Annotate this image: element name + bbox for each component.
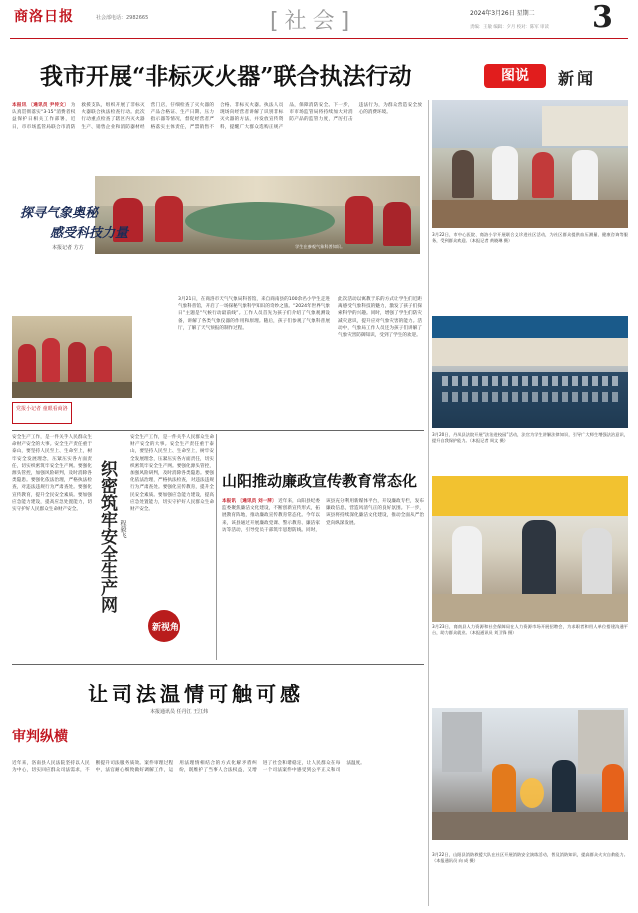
- sifa-headline: 让司法温情可触可感: [88, 682, 304, 706]
- sifa-body-text: 近年来，洛南县人民法院坚持以人民为中心，切实回应群众司法需求，不断提升司法服务质效。案件审理过程中，法官耐心细致做好调解工作，运用法理情相结合的方式化解矛盾纠纷，既维护了当事人合法权益，又增进了社会和谐稳定，让人民群众在每一个司法案件中感受到公平正义和司法温度。: [12, 761, 365, 774]
- qixiang-body1: 3月21日，在商洛市天气气象局科普馆，来自商南县的100余名小学生走进气象科普馆，开启了一场探秘气象科学知识的奇妙之旅。“2024年世界气象日”主题是“气候行动最前线”。工作人员首先为孩子们介绍了气象观测设备，讲解了各类气象仪器的作用和原理。随后，孩子们参观了气象科普展厅，了解了天气预报的制作过程。: [178, 297, 330, 331]
- anquan-author: 程毅飞: [119, 520, 126, 538]
- masthead: [0, 0, 638, 40]
- lianzheng-headline: 山阳推动廉政宣传教育常态化: [222, 472, 418, 490]
- qixiang-title-line2: 感受科技力量: [50, 226, 129, 241]
- tushuo-caption-4: 3月22日，山阳县消防救援大队在社区开展消防安全演练活动，普及消防知识，提高群众火灾自救能力。（本报通讯员 向 成 摄）: [432, 852, 628, 864]
- sifa-column-tag-text: 审判纵横: [12, 729, 68, 745]
- sifa-byline: 本报通讯员 任丹江 王江炜: [150, 709, 209, 715]
- issue-date: 2024年3月26日 星期二: [470, 10, 535, 17]
- anquan-vertical-title: 织密筑牢安全生产网: [97, 460, 117, 613]
- anquan-body-text-2: 安全生产工作，是一件关乎人民群众生命财产安全的大事。安全生产责任重于泰山，要坚持人民至上、生命至上，树牢安全发展理念，压紧压实各方面责任，切实织密筑牢安全生产网。要强化源头管控，加强风险研判，及时消除各类隐患。要强化依法治理，严格执法检查，对违法违规行为严肃查处。要强化宣传教育，提升全民安全素质。要加强应急能力建设，提高应急处置能力，切实守护好人民群众生命财产安全。: [130, 435, 214, 513]
- tushuo-tag: [484, 64, 546, 88]
- tushuo-photo-4: [432, 708, 628, 840]
- tushuo-tag-text: 图说: [501, 68, 529, 84]
- tushuo-logo: [484, 60, 624, 94]
- lianzheng-body: [222, 498, 424, 660]
- anquan-body-text: 安全生产工作，是一件关乎人民群众生命财产安全的大事。安全生产责任重于泰山，要坚持人民至上、生命至上，树牢安全发展理念，压紧压实各方面责任，切实织密筑牢安全生产网。要强化源头管控，加强风险研判，及时消除各类隐患。要强化依法治理，严格执法检查，对违法违规行为严肃查处。要强化宣传教育，提升全民安全素质。要加强应急能力建设，提高应急处置能力，切实守护好人民群众生命财产安全。: [12, 435, 92, 513]
- qixiang-body2: 此次活动以寓教于乐的方式让学生们近距离感受气象科技的魅力，激发了孩子们探索科学的兴趣。同时，增强了学生们防灾减灾意识，提升应对气象灾害的能力。活动中，气象局工作人员还为孩子们讲解了气象灾害防御知识，受到了学生的欢迎。: [338, 297, 422, 339]
- tushuo-tag2: 新闻: [558, 69, 597, 88]
- sifa-column-tag: [12, 726, 92, 756]
- qixiang-byline: 本报记者 方方: [52, 245, 84, 251]
- anquan-body-left: [12, 434, 92, 660]
- side-badge: [12, 402, 72, 424]
- divider-2: [12, 664, 424, 665]
- sifa-body: [12, 760, 424, 906]
- lianzheng-body-text: 近年来，山阳县纪委监委聚焦廉洁文化建设，不断创新宣传形式，拓展教育阵地，推动廉政宣传教育常态化。今年以来，该县通过开展廉政党课、警示教育、廉洁家访等活动，引导党员干部筑牢思想防线。同时，该县充分利用新媒体平台，开设廉政专栏，发布廉政信息，营造风清气正的良好氛围。下一步，该县将持续深化廉洁文化建设，推动全面从严治党向纵深发展。: [222, 499, 424, 533]
- qixiang-title-line1: 探寻气象奥秘: [20, 206, 99, 221]
- tushuo-caption-1: 3月22日，市中心医院、商洛小学开展联合义诊进社区活动，为社区群众提供血压测量、健康咨询等服务，受到群众欢迎。（本报记者 黄晓琳 摄）: [432, 232, 628, 244]
- section-label: [社会]: [270, 9, 356, 34]
- staff-line: 责编：王敏 编辑：夕月 校对：陈军 审读: [470, 25, 549, 30]
- paper-name: 商洛日报: [14, 9, 74, 25]
- lead-byline: 本报讯 〔通讯员 尹传文〕: [12, 103, 69, 108]
- side-badge-text: 党报小记者 童眼看商洛: [16, 406, 68, 412]
- lead-body-text: 为认真贯彻落实“3·15”消费者权益保护日相关工作部署，近日，市市场监管局联合市消防救援支队，组织开展了非标灭火器联合执法检查行动。此次行动重点检查了辖区内灭火器生产、销售企业和消防器材经营门店，仔细检查了灭火器的产品合格证、生产日期、压力指示器等情况，督促经营者严格落实主体责任，严禁销售不合格、非标灭火器。执法人员现场向经营者讲解了识别非标灭火器的方法，并发放宣传资料，提醒广大群众选购正规产品，保障消防安全。下一步，市市场监管局将持续加大对消防产品的监管力度，严厉打击违法行为，为群众营造安全放心的消费环境。: [12, 103, 422, 130]
- xinshijiao-badge: [148, 608, 198, 644]
- qixiang-photo: [95, 176, 420, 254]
- tushuo-photo-3: [432, 476, 628, 622]
- xinshijiao-badge-text: 新视角: [152, 623, 180, 633]
- lianzheng-byline: 本报讯 〔通讯员 刘一萍〕: [222, 499, 277, 504]
- qixiang-title-block: [12, 198, 136, 260]
- tushuo-caption-2: 3月20日，丹凤县法院开展“法治进校园”活动，法官为学生讲解法律知识，引导广大师生增强法治意识，提升自我保护能力。（本报记者 周文 摄）: [432, 432, 628, 444]
- qixiang-photo-caption: 学生在参观气象科普知识。: [295, 244, 346, 249]
- tushuo-caption-3: 3月23日，商南县人力资源和社会保障局在人力资源市场开展招聘会，为求职者和用人单位搭建沟通平台，助力群众就业。（本报通讯员 刘卫锋 摄）: [432, 624, 628, 636]
- divider-vert-1: [216, 434, 217, 660]
- lead-body: [12, 102, 422, 168]
- divider-vert-right: [428, 100, 429, 906]
- tushuo-photo-1: [432, 100, 628, 228]
- editor-line: 社会部电话：2982665: [96, 15, 149, 21]
- masthead-rule: [10, 38, 628, 39]
- qixiang-photo2: [12, 316, 132, 398]
- page-number: 3: [592, 0, 613, 35]
- divider-1: [12, 430, 424, 431]
- tushuo-photo-2: [432, 316, 628, 428]
- lead-headline: 我市开展“非标灭火器”联合执法行动: [40, 63, 412, 90]
